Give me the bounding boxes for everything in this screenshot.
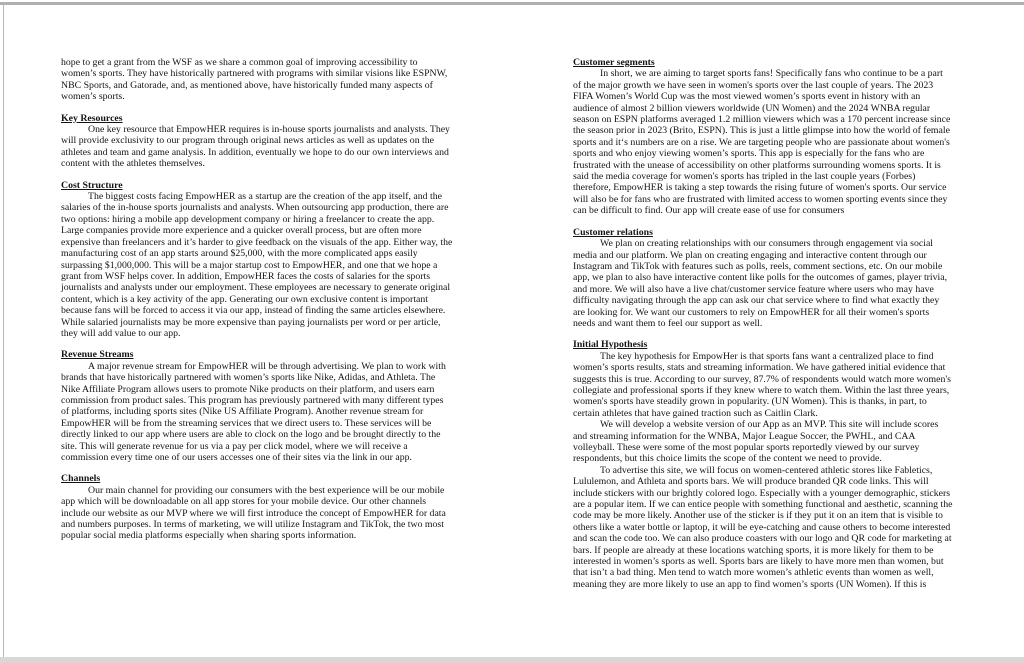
paragraph-customer-segments: In short, we are aiming to target sports fans! Specifically fans who continue to be a part of the major growth we have seen in women's sports over the last couple of years. The 2023 FIFA Women’s World Cup was the most viewed women’s sports event in history with an audience of almost 2 billion viewers worldwide (UN Women) and the 2024 WNBA regular season on ESPN platforms averaged 1.2 million viewers which was a 170 percent increase since the season prior in 2023 (Brito, ESPN). This is just a little glimpse into how the world of female sports and it‘s numbers are on a rise. We are targeting people who are passionate about women's sports and who enjoy viewing women’s sports. This app is especially for the fans who are frustrated with the unease of accessibility on other platforms surrounding womens sports. It is said the media coverage for women's sports has tripled in the last couple years (Forbes) therefore, EmpowHER is taking a step towards the rising future of women's sports. Our service will also be for fans who are frustrated with limited access to women sporting events since they can be difficult to find. Our app will create ease of use for consumers (573, 68, 951, 217)
paragraph-initial-hypothesis-survey: The key hypothesis for EmpowHer is that sports fans want a centralized place to find women’s sports results, stats and streaming information. We have gathered initial evidence that suggests this is true. According to our survey, 87.7% of respondents would watch more women's collegiate and professional sports if they knew where to watch them. Within the last three years, women's sports have steadily grown in popularity. (UN Women). This is thanks, in part, to certain athletes that have gained traction such as Caitlin Clark. (573, 350, 951, 419)
document-page-right (573, 57, 953, 590)
section-heading-customer-relations: Customer relations (573, 226, 653, 238)
paragraph-wsf-grant-continuation: hope to get a grant from the WSF as we share a common goal of improving accessibility to women’s sports. They have historically partnered with programs with similar visions like ESPNW, NBC Sports, and Gatorade, and, as mentioned above, have historically funded many aspects of women’s sports. (61, 57, 448, 103)
paragraph-initial-hypothesis-mvp: We will develop a website version of our App as an MVP. This site will include scores and streaming information for the WNBA, Major League Soccer, the PWHL, and CAA volleyball. These were some of the most popular sports reportedly viewed by our survey respondents, but this choice limits the scope of the content we need to provide. (573, 419, 939, 465)
paragraph-initial-hypothesis-advertising: To advertise this site, we will focus on women-centered athletic stores like Fabletics, Lululemon, and Athleta and sports bars. We will produce branded QR code links. This will include stickers with our brightly colored logo. Especially with a younger demographic, stickers are a popular item. If we can entice people with something functional and aesthetic, scanning the code may be more likely. Another use of the sticker is if they put it on an item that is visible to others like a water bottle or laptop, it will be eye-catching and cause others to become interested and scan the code too. We can also produce coasters with our logo and QR code for marketing at bars. If people are already at these locations watching sports, it is more likely for them to be interested in women’s sports as well. Sports bars are likely to have more men than women, but that isn’t a bad thing. Men tend to watch more women’s athletic events than women as well, meaning they are more likely to use an app to find women’s sports (UN Women). If this is (573, 464, 953, 590)
section-heading-revenue-streams: Revenue Streams (61, 349, 134, 361)
page-top-edge (0, 2, 1024, 5)
paragraph-cost-structure: The biggest costs facing EmpowHER as a startup are the creation of the app itself, and the salaries of the in-house sports journalists and analysts. When outsourcing app production, there are two options: hiring a mobile app development company or hiring a freelancer to create the app. Large companies provide more experience and a quicker overall process, but are often more expensive than freelancers and it’s harder to give feedback on the visuals of the app. Either way, the manufacturing cost of an app starts around $25,000, with the more complicated apps easily surpassing $1,000,000. This will be a major startup cost to EmpowHER, and one that we hope a grant from WSF helps cover. In addition, EmpowHER faces the costs of salaries for the sports journalists and analysts under our employment. These employees are necessary to generate original content, which is a key activity of the app. Generating our own exclusive content is important because fans will be forced to access it via our app, instead of finding the same articles elsewhere. While salaried journalists may be more expensive than paying journalists per word or per article, they will add value to our app. (61, 191, 453, 339)
section-heading-channels: Channels (61, 473, 101, 485)
paragraph-channels: Our main channel for providing our consumers with the best experience will be our mobile app which will be downloadable on all app stores for your mobile device. Our other channels include our website as our MVP where we will first introduce the concept of EmpowHER for data and numbers purposes. In terms of marketing, we will utilize Instagram and TikTok, the two most popular social media platforms especially when sharing sports information. (61, 484, 446, 542)
paragraph-revenue-streams: A major revenue stream for EmpowHER will be through advertising. We plan to work with brands that have historically partnered with women’s sports like Nike, Adidas, and Athleta. The Nike Affiliate Program allows users to promote Nike products on their platform, and users earn commission from product sales. This program has previously partnered with many different types of platforms, including sports sites (Nike US Affiliate Program). Another revenue stream for EmpowHER will be from the streaming services that we direct users to. These services will be directly linked to our app where users are able to clock on the logo and be brought directly to the site. This will generate revenue for us via a pay per click model, where we will receive a commission every time one of our users accesses one of their sites via the link in our app. (61, 360, 446, 463)
section-heading-customer-segments: Customer segments (573, 57, 655, 68)
section-heading-cost-structure: Cost Structure (61, 179, 123, 191)
section-heading-key-resources: Key Resources (61, 112, 123, 124)
paragraph-key-resources: One key resource that EmpowHER requires is in-house sports journalists and analysts. They will provide exclusivity to our program through original news articles as well as updates on the athletes and team and game analysis. In addition, eventually we hope to do our own interviews and content with the athletes themselves. (61, 124, 450, 170)
page-bottom-edge (0, 657, 1024, 663)
page-left-edge (3, 5, 4, 657)
section-heading-initial-hypothesis: Initial Hypothesis (573, 339, 648, 351)
document-page-left (61, 57, 453, 542)
paragraph-customer-relations: We plan on creating relationships with our consumers through engagement via social media and our platform. We plan on creating engaging and interactive content through our Instagram and TikTok with features such as polls, reels, comment sections, etc. On our mobile app, we plan to also have interactive content like polls for the outcomes of games, player trivia, and more. We will also have a live chat/customer service feature where users who may have difficulty navigating through the app can ask our chat service where to find what exactly they are looking for. We want our customers to rely on EmpowHER for all their women's sports needs and want them to feel our support as well. (573, 238, 948, 329)
